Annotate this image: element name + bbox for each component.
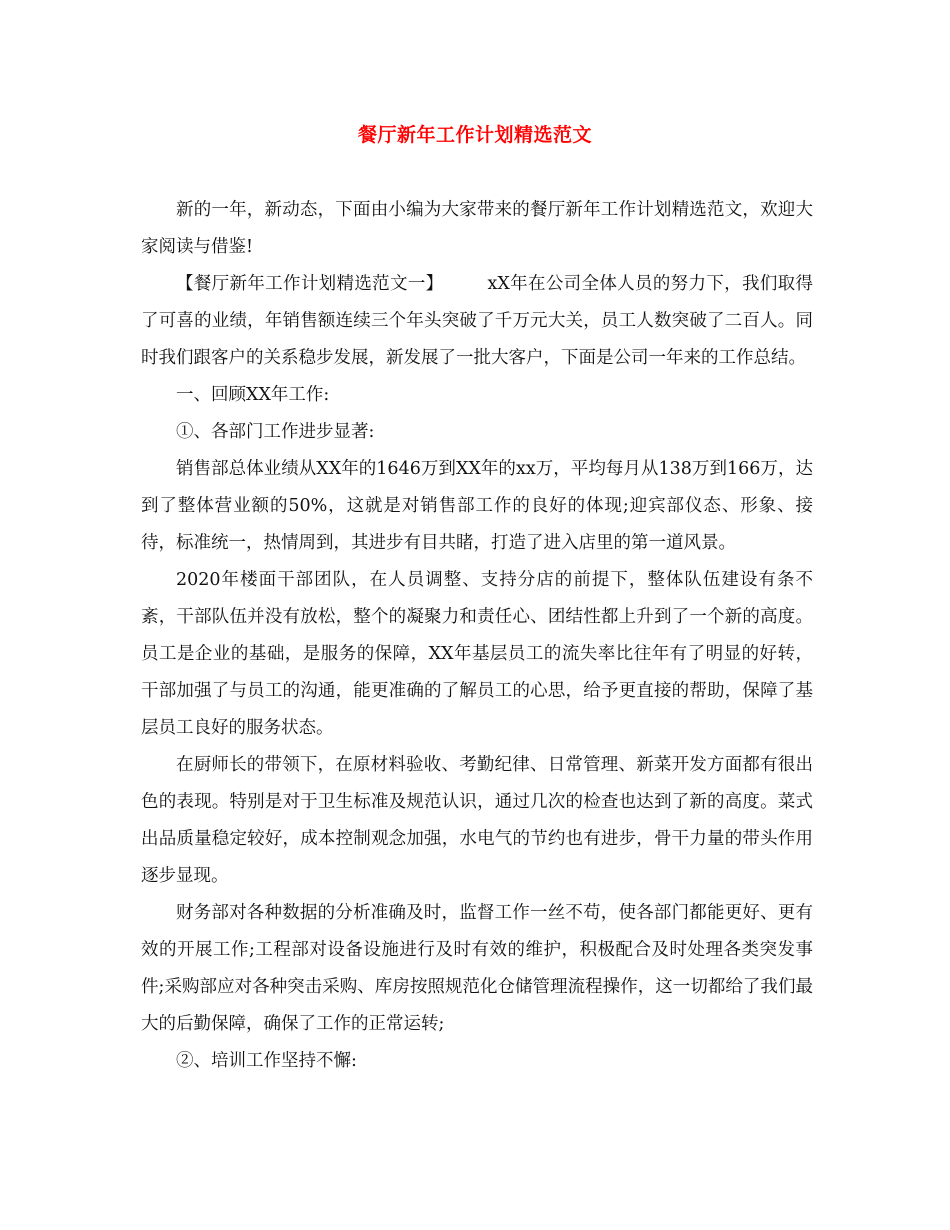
subheading-training: ②、培训工作坚持不懈: [176, 1051, 357, 1071]
heading-review: 一、回顾XX年工作: [176, 385, 330, 405]
section-one-paragraph [141, 266, 813, 377]
paragraph-finance: 财务部对各种数据的分析准确及时，监督工作一丝不苟，使各部门都能更好、更有效的开展工作;工程部对设备设施进行及时有效的维护，积极配合及时处理各类突发事件;采购部应对各种突击采购、库房按照规范化仓储管理流程操作，这一切都给了我们最大的后勤保障，确保了工作的正常运转; [141, 903, 813, 1034]
intro-paragraph: 新的一年，新动态，下面由小编为大家带来的餐厅新年工作计划精选范文，欢迎大家阅读与借鉴! [141, 200, 813, 257]
section-label: 【餐厅新年工作计划精选范文一】 [176, 274, 444, 294]
paragraph-floor-team: 2020年楼面干部团队，在人员调整、支持分店的前提下，整体队伍建设有条不紊，干部队伍并没有放松，整个的凝聚力和责任心、团结性都上升到了一个新的高度。员工是企业的基础，是服务的保障，XX年基层员工的流失率比往年有了明显的好转，干部加强了与员工的沟通，能更准确的了解员工的心思，给予更直接的帮助，保障了基层员工良好的服务状态。 [141, 570, 813, 738]
document-title: 餐厅新年工作计划精选范文 [357, 124, 592, 146]
paragraph-kitchen: 在厨师长的带领下，在原材料验收、考勤纪律、日常管理、新菜开发方面都有很出色的表现。特别是对于卫生标准及规范认识，通过几次的检查也达到了新的高度。菜式出品质量稳定较好，成本控制观念加强，水电气的节约也有进步，骨干力量的带头作用逐步显现。 [141, 755, 813, 886]
document-body [141, 192, 813, 1080]
section-text: xX年在公司全体人员的努力下，我们取得了可喜的业绩，年销售额连续三个年头突破了千万元大关，员工人数突破了二百人。同时我们跟客户的关系稳步发展，新发展了一批大客户，下面是公司一年来的工作总结。 [141, 274, 814, 368]
paragraph-sales: 销售部总体业绩从XX年的1646万到XX年的xx万，平均每月从138万到166万，达到了整体营业额的50%，这就是对销售部工作的良好的体现;迎宾部仪态、形象、接待，标准统一，热情周到，其进步有目共睹，打造了进入店里的第一道风景。 [141, 459, 813, 553]
subheading-departments: ①、各部门工作进步显著: [176, 422, 375, 442]
